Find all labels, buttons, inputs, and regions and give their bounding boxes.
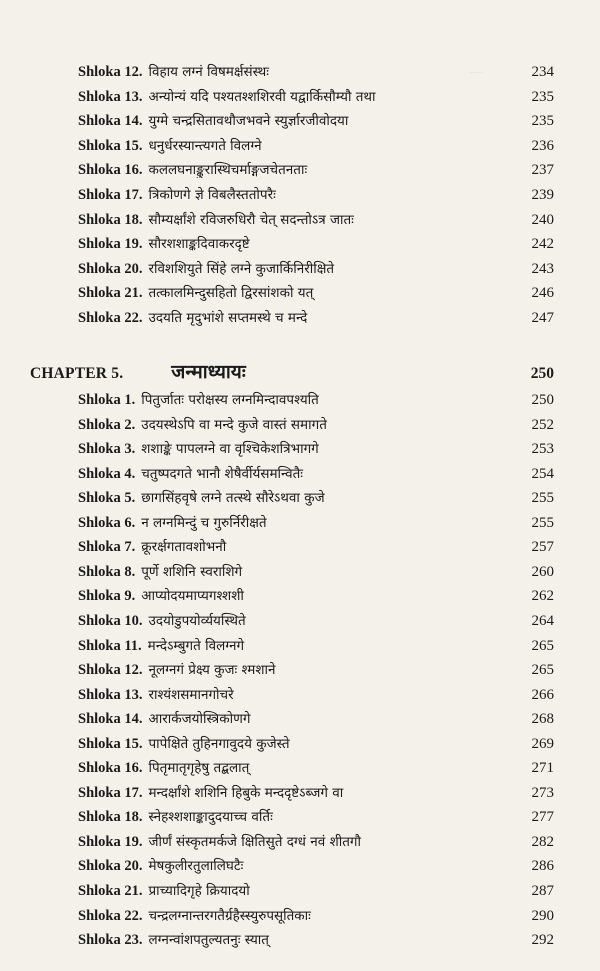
toc-entry bbox=[78, 308, 554, 334]
toc-entry bbox=[78, 586, 554, 612]
shloka-label: Shloka 14. bbox=[78, 113, 143, 129]
page-number: 255 bbox=[531, 515, 554, 531]
shloka-label: Shloka 16. bbox=[78, 760, 143, 776]
toc-entry bbox=[78, 488, 554, 514]
toc-entry bbox=[78, 783, 554, 809]
page-number: 247 bbox=[531, 310, 554, 326]
page-number: 240 bbox=[531, 212, 554, 228]
page-number: 282 bbox=[531, 834, 554, 850]
shloka-label: Shloka 18. bbox=[78, 212, 143, 228]
shloka-label: Shloka 11. bbox=[78, 638, 142, 654]
shloka-title: तत्कालमिन्दुसहितो द्विरसांशको यत् bbox=[148, 285, 314, 301]
shloka-title: मन्दर्क्षांशे शशिनि हिबुके मन्ददृष्टेऽब्जगे वा bbox=[148, 785, 344, 801]
page-number: 254 bbox=[531, 466, 554, 482]
shloka-title: न लग्नमिन्दुं च गुरुर्निरीक्षते bbox=[141, 515, 267, 531]
shloka-title: युग्मे चन्द्रसितावथौजभवने स्युर्ज्ञारजीवोदया bbox=[148, 113, 349, 129]
toc-entry bbox=[78, 185, 554, 211]
shloka-title: पापेक्षिते तुहिनगावुदये कुजेस्ते bbox=[148, 736, 290, 752]
shloka-label: Shloka 22. bbox=[78, 310, 143, 326]
toc-entry bbox=[78, 636, 554, 662]
shloka-title: मेषकुलीरतुलालिघटैः bbox=[148, 858, 244, 874]
page-number: 246 bbox=[531, 285, 554, 301]
shloka-title: आरार्कजयोस्त्रिकोणगे bbox=[148, 711, 251, 727]
shloka-label: Shloka 12. bbox=[78, 662, 143, 678]
toc-entry bbox=[78, 415, 554, 441]
shloka-title: चन्द्रलग्नान्तरगतैर्ग्रहैस्स्युरुपसूतिकाः bbox=[148, 908, 311, 924]
shloka-title: धनुर्धरस्यान्त्यगते विलग्ने bbox=[148, 138, 262, 154]
shloka-label: Shloka 21. bbox=[78, 285, 143, 301]
toc-entry bbox=[78, 537, 554, 563]
shloka-label: Shloka 16. bbox=[78, 162, 143, 178]
chapter-title: जन्माध्यायः bbox=[171, 361, 246, 383]
page-number: 266 bbox=[531, 687, 554, 703]
toc-entry bbox=[78, 758, 554, 784]
shloka-title: विहाय लग्नं विषमर्क्षसंस्थः bbox=[148, 64, 270, 80]
shloka-title: उदयोडुपयोर्व्ययस्थिते bbox=[148, 613, 246, 629]
shloka-title: अन्योन्यं यदि पश्यतश्शशिरवी यद्वार्किसौम्यौ तथा bbox=[148, 89, 376, 105]
shloka-label: Shloka 10. bbox=[78, 613, 143, 629]
page-number: 255 bbox=[531, 490, 554, 506]
page-number: 262 bbox=[531, 588, 554, 604]
page-number: 260 bbox=[531, 564, 554, 580]
shloka-label: Shloka 13. bbox=[78, 89, 143, 105]
page-number: 236 bbox=[531, 138, 554, 154]
shloka-title: राश्यंशसमानगोचरे bbox=[148, 687, 234, 703]
page-number: 250 bbox=[531, 392, 554, 408]
shloka-label: Shloka 4. bbox=[78, 466, 136, 482]
shloka-title: उदयस्थेऽपि वा मन्दे कुजे वास्तं समागते bbox=[141, 417, 327, 433]
shloka-title: पितुर्जातः परोक्षस्य लग्नमिन्दावपश्यति bbox=[141, 392, 319, 408]
shloka-label: Shloka 2. bbox=[78, 417, 136, 433]
page-number: 242 bbox=[531, 236, 554, 252]
shloka-title: जीर्णं संस्कृतमर्कजे क्षितिसुते दग्धं नवं शीतगौ bbox=[148, 834, 362, 850]
shloka-title: छागसिंहवृषे लग्ने तत्स्थे सौरेऽथवा कुजे bbox=[141, 490, 325, 506]
toc-entry bbox=[78, 709, 554, 735]
shloka-title: त्रिकोणगे ज्ञे विबलैस्ततोपरैः bbox=[148, 187, 276, 203]
page-number: 234 bbox=[531, 64, 554, 80]
page-number: 292 bbox=[531, 932, 554, 948]
shloka-label: Shloka 13. bbox=[78, 687, 143, 703]
page-number: 239 bbox=[531, 187, 554, 203]
shloka-label: Shloka 18. bbox=[78, 809, 143, 825]
toc-entry bbox=[78, 464, 554, 490]
shloka-title: नूलग्नगं प्रेक्ष्य कुजः श्मशाने bbox=[148, 662, 276, 678]
page-number: 257 bbox=[531, 539, 554, 555]
toc-entry bbox=[78, 734, 554, 760]
toc-entry bbox=[78, 439, 554, 465]
shloka-title: स्नेहश्शशाङ्कादुदयाच्च वर्तिः bbox=[148, 809, 273, 825]
chapter-heading bbox=[30, 358, 554, 388]
page-number: 268 bbox=[531, 711, 554, 727]
shloka-label: Shloka 1. bbox=[78, 392, 136, 408]
shloka-title: पूर्णे शशिनि स्वराशिगे bbox=[141, 564, 243, 580]
toc-entry bbox=[78, 685, 554, 711]
page-number: 265 bbox=[531, 638, 554, 654]
shloka-label: Shloka 17. bbox=[78, 187, 143, 203]
toc-entry bbox=[78, 562, 554, 588]
shloka-label: Shloka 17. bbox=[78, 785, 143, 801]
shloka-title: शशाङ्के पापलग्ने वा वृश्चिकेशत्रिभागगे bbox=[141, 441, 319, 457]
shloka-title: सौम्यर्क्षांशे रविजरुधिरौ चेत् सदन्तोऽत्र जातः bbox=[148, 212, 354, 228]
toc-entry bbox=[78, 87, 554, 113]
shloka-label: Shloka 15. bbox=[78, 736, 143, 752]
shloka-label: Shloka 22. bbox=[78, 908, 143, 924]
chapter-label: CHAPTER 5. bbox=[30, 365, 124, 382]
shloka-title: मन्देऽम्बुगते विलग्नगे bbox=[147, 638, 245, 654]
page-number: 271 bbox=[531, 760, 554, 776]
shloka-title: प्राच्यादिगृहे क्रियादयो bbox=[148, 883, 250, 899]
toc-entry bbox=[78, 513, 554, 539]
shloka-label: Shloka 5. bbox=[78, 490, 136, 506]
page-number: 253 bbox=[531, 441, 554, 457]
toc-entry bbox=[78, 390, 554, 416]
shloka-label: Shloka 9. bbox=[78, 588, 136, 604]
toc-entry bbox=[78, 611, 554, 637]
toc-entry bbox=[78, 881, 554, 907]
page-number: 290 bbox=[531, 908, 554, 924]
shloka-label: Shloka 3. bbox=[78, 441, 136, 457]
toc-entry bbox=[78, 906, 554, 932]
page-number: 235 bbox=[531, 113, 554, 129]
page-number: 252 bbox=[531, 417, 554, 433]
shloka-title: कललघनाङ्कुरास्थिचर्माङ्गजचेतनताः bbox=[148, 162, 308, 178]
shloka-title: उदयति मृदुभांशे सप्तमस्थे च मन्दे bbox=[148, 310, 308, 326]
shloka-title: क्रूरर्क्षगतावशोभनौ bbox=[141, 539, 227, 555]
shloka-label: Shloka 20. bbox=[78, 858, 143, 874]
toc-entry bbox=[78, 856, 554, 882]
shloka-label: Shloka 8. bbox=[78, 564, 136, 580]
page-number: 286 bbox=[531, 858, 554, 874]
shloka-label: Shloka 7. bbox=[78, 539, 136, 555]
shloka-title: चतुष्पदगते भानौ शेषैर्वीर्यसमन्वितैः bbox=[141, 466, 304, 482]
page-number: 269 bbox=[531, 736, 554, 752]
shloka-title: आप्योदयमाप्यगश्शशी bbox=[141, 588, 244, 604]
shloka-label: Shloka 15. bbox=[78, 138, 143, 154]
page-number: 237 bbox=[531, 162, 554, 178]
toc-entry bbox=[78, 210, 554, 236]
page-number: 243 bbox=[531, 261, 554, 277]
shloka-label: Shloka 20. bbox=[78, 261, 143, 277]
toc-entry bbox=[78, 62, 554, 88]
page-number: 273 bbox=[531, 785, 554, 801]
toc-entry bbox=[78, 259, 554, 285]
toc-entry bbox=[78, 660, 554, 686]
shloka-title: रविशशियुते सिंहे लग्ने कुजार्किनिरीक्षिते bbox=[148, 261, 335, 277]
shloka-label: Shloka 14. bbox=[78, 711, 143, 727]
shloka-title: पितृमातृगृहेषु तद्बलात् bbox=[148, 760, 250, 776]
shloka-label: Shloka 23. bbox=[78, 932, 143, 948]
page-number: 277 bbox=[531, 809, 554, 825]
toc-entry bbox=[78, 136, 554, 162]
toc-entry bbox=[78, 160, 554, 186]
toc-entry bbox=[78, 283, 554, 309]
page-number: 264 bbox=[531, 613, 554, 629]
toc-entry bbox=[78, 807, 554, 833]
shloka-label: Shloka 6. bbox=[78, 515, 136, 531]
shloka-label: Shloka 19. bbox=[78, 834, 143, 850]
shloka-title: सौरशशाङ्कदिवाकरदृष्टे bbox=[148, 236, 250, 252]
toc-entry bbox=[78, 234, 554, 260]
shloka-title: लग्नन्वांशपतुल्यतनुः स्यात् bbox=[148, 932, 269, 948]
shloka-label: Shloka 12. bbox=[78, 64, 143, 80]
toc-entry bbox=[78, 832, 554, 858]
shloka-label: Shloka 21. bbox=[78, 883, 143, 899]
toc-entry bbox=[78, 930, 554, 956]
page-number: 265 bbox=[531, 662, 554, 678]
toc-entry bbox=[78, 111, 554, 137]
chapter-page-number: 250 bbox=[530, 365, 554, 382]
page-number: 287 bbox=[531, 883, 554, 899]
page-number: 235 bbox=[531, 89, 554, 105]
shloka-label: Shloka 19. bbox=[78, 236, 143, 252]
show-through-text: — bbox=[470, 64, 483, 79]
